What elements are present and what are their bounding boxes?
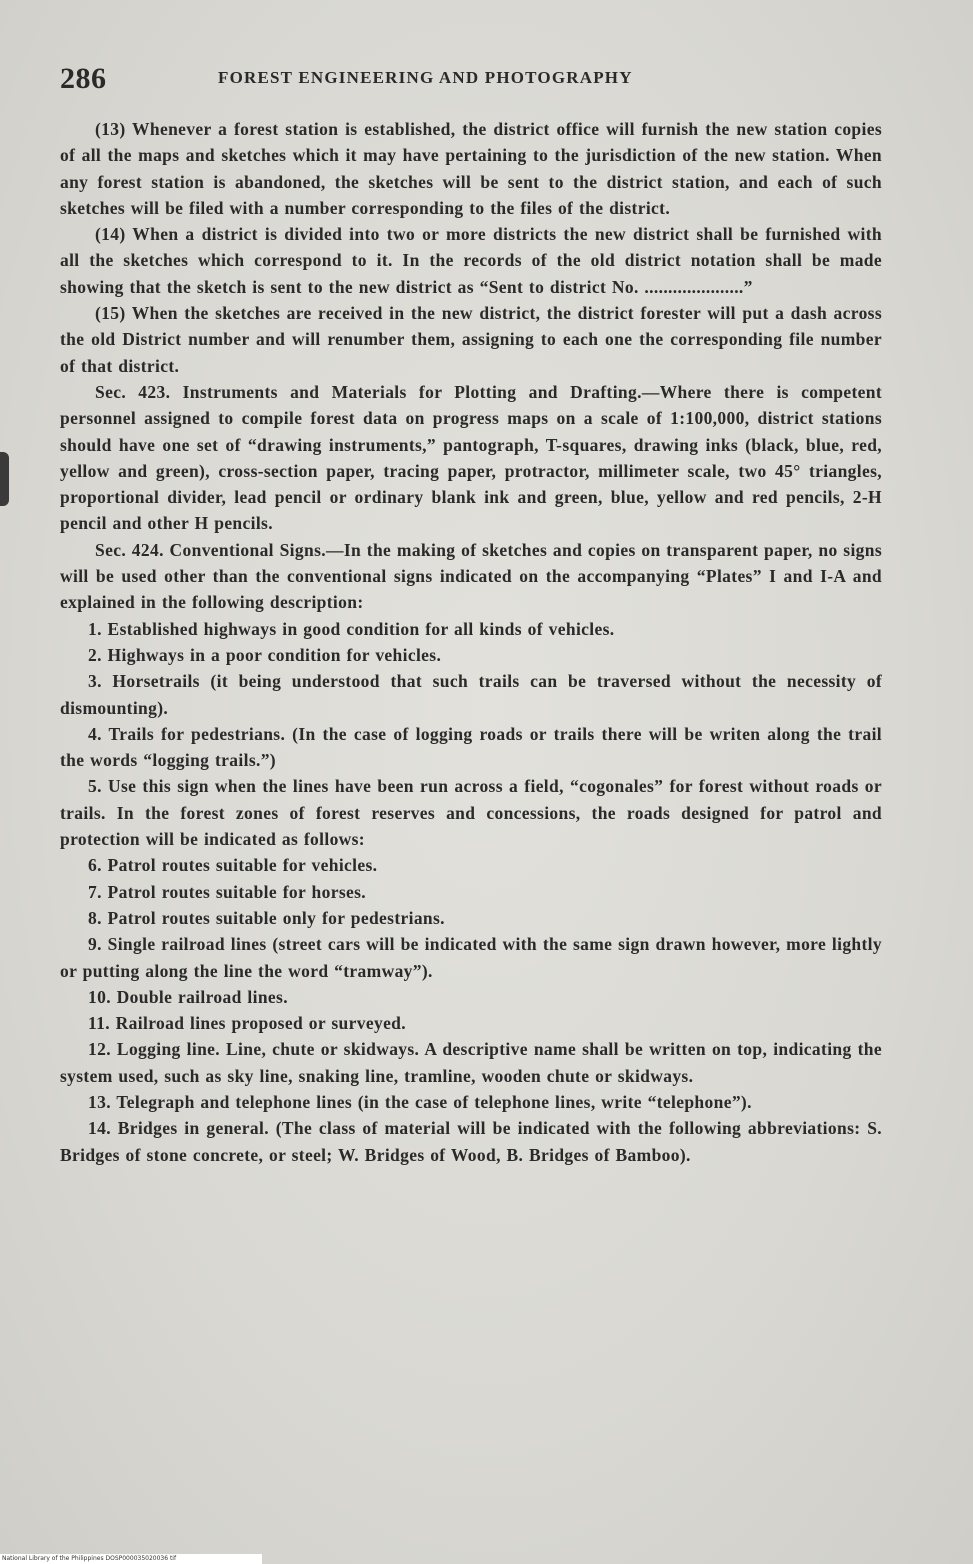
list-item: 4. Trails for pedestrians. (In the case of logging roads or trails there will be writen along the trail the words “logging trails.”): [60, 723, 882, 771]
scan-footer: National Library of the Philippines DOSP000035020036 tif: [0, 1554, 262, 1564]
paragraph-13: (13) Whenever a forest station is established, the district office will furnish the new station copies of all the maps and sketches which it may have pertaining to the jurisdiction of the new station. When any forest station is abandoned, the sketches will be sent to the district station, and each of such sketches will be filed with a number corresponding to the files of the district.: [60, 119, 882, 218]
section-423-heading: Sec. 423. Instruments and Materials for Plotting and Drafting.—: [95, 381, 660, 402]
paragraph-14: (14) When a district is divided into two or more districts the new district shall be furnished with all the sketches which correspond to it. In the records of the old district notation shall be made showing that the sketch is sent to the new district as “Sent to district No. .....................”: [60, 224, 882, 297]
list-item: 7. Patrol routes suitable for horses.: [88, 881, 367, 902]
running-title: FOREST ENGINEERING AND PHOTOGRAPHY: [218, 68, 633, 87]
list-item: 2. Highways in a poor condition for vehicles.: [88, 644, 442, 665]
section-424-heading: Sec. 424. Conventional Signs.—: [95, 539, 344, 560]
list-item: 5. Use this sign when the lines have been run across a field, “cogonales” for forest without roads or trails. In the forest zones of forest reserves and concessions, the roads designed for patrol and protection will be indicated as follows:: [60, 776, 882, 850]
section-424-text: In the making of sketches and copies on transparent paper, no signs will be used other than the conventional signs indicated on the accompanying “Plates” I and I-A and explained in the following description:: [60, 539, 882, 613]
binding-mark: [0, 452, 9, 506]
list-item: 11. Railroad lines proposed or surveyed.: [88, 1013, 406, 1034]
list-item: 9. Single railroad lines (street cars will be indicated with the same sign drawn however, more lightly or putting along the line the word “tramway”).: [60, 934, 882, 981]
paragraph-15: (15) When the sketches are received in the new district, the district forester will put a dash across the old District number and will renumber them, assigning to each one the corresponding file number of that district.: [60, 303, 882, 376]
list-item: 10. Double railroad lines.: [88, 986, 288, 1007]
list-item: 14. Bridges in general. (The class of material will be indicated with the following abbreviations: S. Bridges of stone concrete, or steel; W. Bridges of Wood, B. Bridges of Bamboo).: [60, 1118, 882, 1165]
list-item: 13. Telegraph and telephone lines (in the case of telephone lines, write “telephone”).: [88, 1091, 752, 1112]
list-item: 6. Patrol routes suitable for vehicles.: [88, 855, 378, 876]
section-423-text: Where there is competent personnel assigned to compile forest data on progress maps on a scale of 1:100,000, district stations should have one set of “drawing instruments,” pantograph, T-squares, drawing inks (black, blue, red, yellow and green), cross-section paper, tracing paper, protractor, millimeter scale, two 45° triangles, proportional divider, lead pencil or ordinary blank ink and green, blue, yellow and red pencils, 2-H pencil and other H pencils.: [60, 381, 882, 534]
page-number: 286: [60, 62, 107, 95]
list-item: 3. Horsetrails (it being understood that such trails can be traversed without the necessity of dismounting).: [60, 671, 882, 718]
page-header: [60, 62, 900, 102]
list-item: 1. Established highways in good condition for all kinds of vehicles.: [88, 618, 615, 639]
section-424: [60, 537, 882, 616]
section-423: [60, 379, 882, 537]
list-item: 8. Patrol routes suitable only for pedestrians.: [88, 907, 445, 928]
body-text: [60, 116, 882, 1168]
list-item: 12. Logging line. Line, chute or skidways. A descriptive name shall be written on top, indicating the system used, such as sky line, snaking line, tramline, wooden chute or skidways.: [60, 1039, 882, 1086]
